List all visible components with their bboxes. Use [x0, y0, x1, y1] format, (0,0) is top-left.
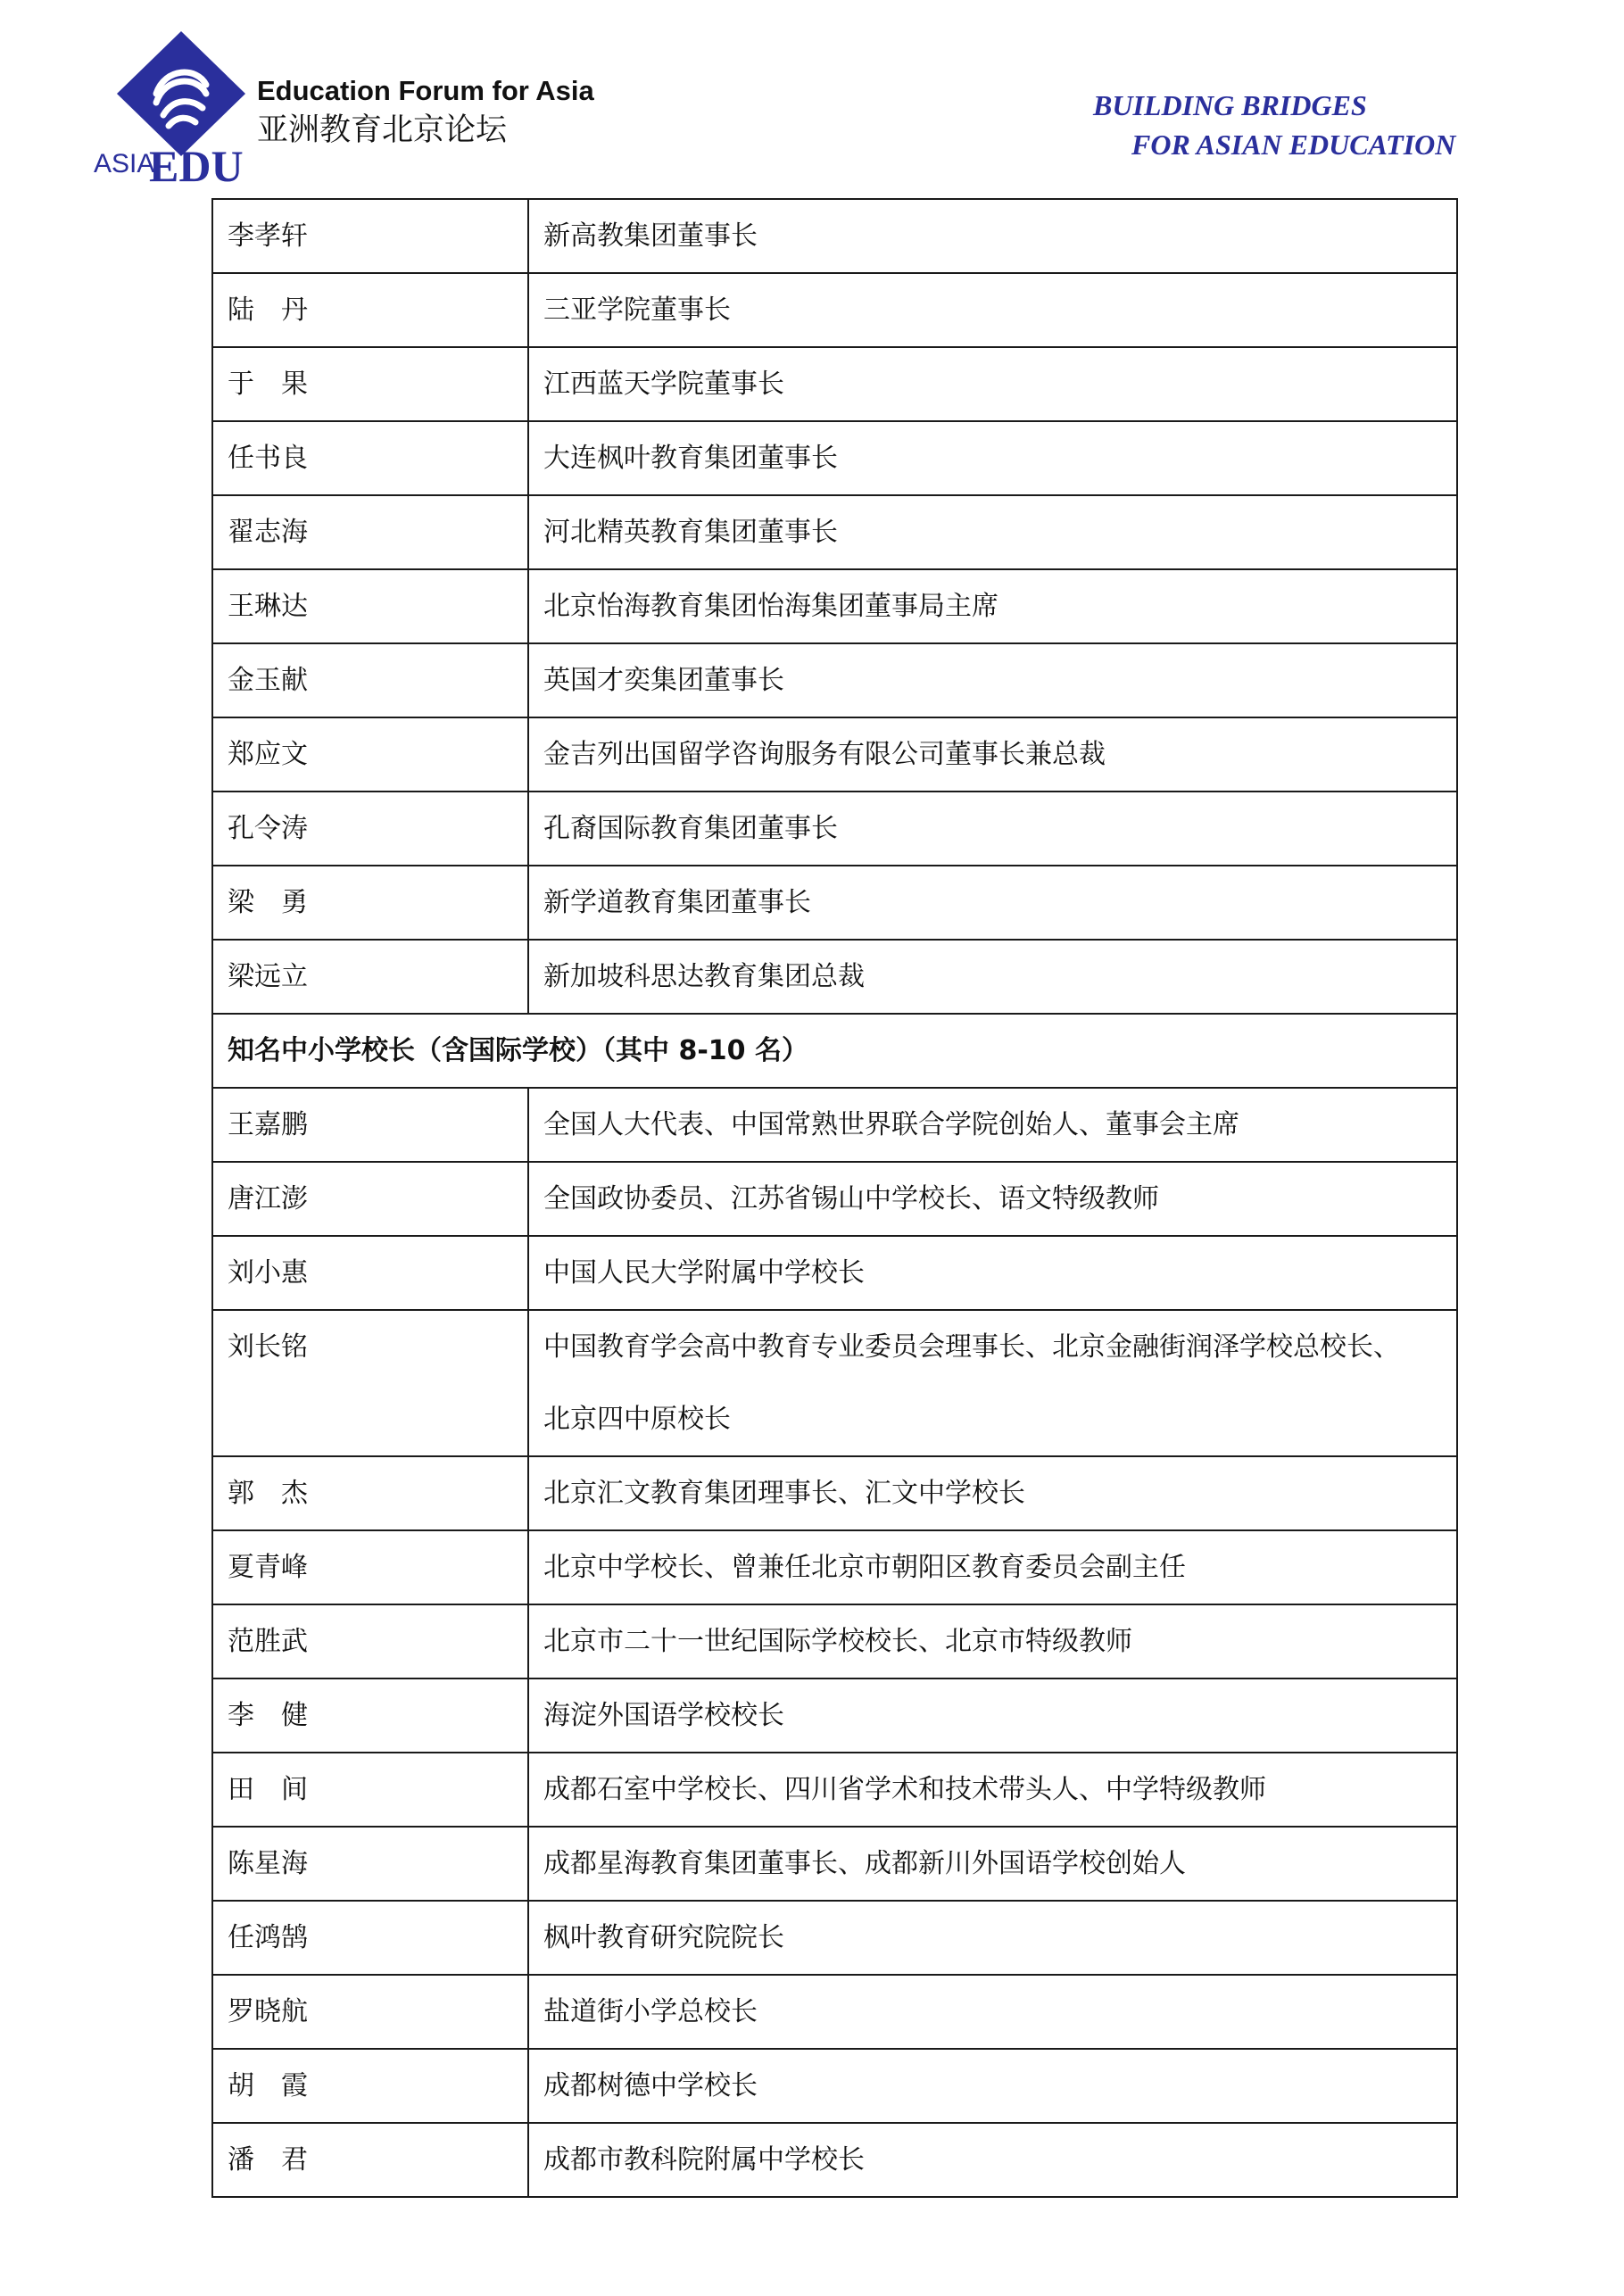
- title-cell: 成都石室中学校长、四川省学术和技术带头人、中学特级教师: [528, 1753, 1457, 1827]
- title-cell: 河北精英教育集团董事长: [528, 495, 1457, 569]
- title-cell: 中国人民大学附属中学校长: [528, 1236, 1457, 1310]
- title-cell: 盐道街小学总校长: [528, 1975, 1457, 2049]
- table-row: [212, 1678, 1457, 1753]
- name-cell: 梁 勇: [212, 866, 528, 940]
- title-cell: 成都树德中学校长: [528, 2049, 1457, 2123]
- name-cell: 陈星海: [212, 1827, 528, 1901]
- org-name-zh: 亚洲教育北京论坛: [257, 112, 508, 148]
- table-row: [212, 1530, 1457, 1604]
- name-cell: 罗晓航: [212, 1975, 528, 2049]
- org-name-en: Education Forum for Asia: [257, 75, 594, 106]
- table-row: [212, 199, 1457, 273]
- name-cell: 李 健: [212, 1678, 528, 1753]
- section-header-row: [212, 1014, 1457, 1088]
- table-row: [212, 1088, 1457, 1162]
- table-row: [212, 421, 1457, 495]
- name-cell: 刘长铭: [212, 1310, 528, 1456]
- table-row: [212, 1310, 1457, 1456]
- name-cell: 夏青峰: [212, 1530, 528, 1604]
- roster-table: [211, 198, 1458, 2198]
- name-cell: 孔令涛: [212, 792, 528, 866]
- asiaedu-logo: [92, 29, 248, 186]
- table-row: [212, 2123, 1457, 2197]
- table-row: [212, 1162, 1457, 1236]
- title-cell: 孔裔国际教育集团董事长: [528, 792, 1457, 866]
- title-cell: 北京中学校长、曾兼任北京市朝阳区教育委员会副主任: [528, 1530, 1457, 1604]
- title-cell: 新高教集团董事长: [528, 199, 1457, 273]
- title-cell: 金吉列出国留学咨询服务有限公司董事长兼总裁: [528, 717, 1457, 792]
- title-cell: 英国才奕集团董事长: [528, 643, 1457, 717]
- name-cell: 李孝轩: [212, 199, 528, 273]
- table-row: [212, 1975, 1457, 2049]
- title-cell: 大连枫叶教育集团董事长: [528, 421, 1457, 495]
- name-cell: 王琳达: [212, 569, 528, 643]
- title-cell: 北京怡海教育集团怡海集团董事局主席: [528, 569, 1457, 643]
- table-row: [212, 569, 1457, 643]
- logo-text-edu: EDU: [149, 141, 244, 186]
- title-cell: 新加坡科思达教育集团总裁: [528, 940, 1457, 1014]
- table-row: [212, 1827, 1457, 1901]
- table-row: [212, 495, 1457, 569]
- title-cell: 新学道教育集团董事长: [528, 866, 1457, 940]
- title-cell: [528, 1310, 1457, 1456]
- slogan: [1053, 86, 1472, 164]
- name-cell: 王嘉鹏: [212, 1088, 528, 1162]
- table-row: [212, 643, 1457, 717]
- name-cell: 任书良: [212, 421, 528, 495]
- table-row: [212, 1604, 1457, 1678]
- slogan-line-1: BUILDING BRIDGES: [1093, 89, 1367, 121]
- name-cell: 郭 杰: [212, 1456, 528, 1530]
- title-cell: 江西蓝天学院董事长: [528, 347, 1457, 421]
- name-cell: 郑应文: [212, 717, 528, 792]
- title-cell: 全国人大代表、中国常熟世界联合学院创始人、董事会主席: [528, 1088, 1457, 1162]
- slogan-line-2: FOR ASIAN EDUCATION: [1131, 128, 1456, 161]
- table-row: [212, 1753, 1457, 1827]
- table-row: [212, 1236, 1457, 1310]
- table-row: [212, 1901, 1457, 1975]
- name-cell: 陆 丹: [212, 273, 528, 347]
- title-cell: 全国政协委员、江苏省锡山中学校长、语文特级教师: [528, 1162, 1457, 1236]
- page-header: [0, 0, 1624, 196]
- table-row: [212, 347, 1457, 421]
- table-row: [212, 1456, 1457, 1530]
- table-row: [212, 792, 1457, 866]
- name-cell: 胡 霞: [212, 2049, 528, 2123]
- name-cell: 翟志海: [212, 495, 528, 569]
- table-row: [212, 273, 1457, 347]
- name-cell: 潘 君: [212, 2123, 528, 2197]
- name-cell: 金玉献: [212, 643, 528, 717]
- name-cell: 范胜武: [212, 1604, 528, 1678]
- title-line-2: 北京四中原校长: [543, 1404, 731, 1435]
- table-row: [212, 2049, 1457, 2123]
- section-header: 知名中小学校长（含国际学校）（其中 8-10 名）: [212, 1014, 1457, 1088]
- logo-text-asia: ASIA: [94, 149, 155, 178]
- table-row: [212, 866, 1457, 940]
- name-cell: 任鸿鹄: [212, 1901, 528, 1975]
- name-cell: 梁远立: [212, 940, 528, 1014]
- title-cell: 成都市教科院附属中学校长: [528, 2123, 1457, 2197]
- name-cell: 刘小惠: [212, 1236, 528, 1310]
- title-cell: 北京市二十一世纪国际学校校长、北京市特级教师: [528, 1604, 1457, 1678]
- table-row: [212, 717, 1457, 792]
- title-cell: 北京汇文教育集团理事长、汇文中学校长: [528, 1456, 1457, 1530]
- table-row: [212, 940, 1457, 1014]
- title-cell: 海淀外国语学校校长: [528, 1678, 1457, 1753]
- title-line-1: 中国教育学会高中教育专业委员会理事长、北京金融街润泽学校总校长、: [543, 1331, 1400, 1363]
- title-cell: 枫叶教育研究院院长: [528, 1901, 1457, 1975]
- title-cell: 成都星海教育集团董事长、成都新川外国语学校创始人: [528, 1827, 1457, 1901]
- name-cell: 于 果: [212, 347, 528, 421]
- name-cell: 唐江澎: [212, 1162, 528, 1236]
- title-cell: 三亚学院董事长: [528, 273, 1457, 347]
- name-cell: 田 间: [212, 1753, 528, 1827]
